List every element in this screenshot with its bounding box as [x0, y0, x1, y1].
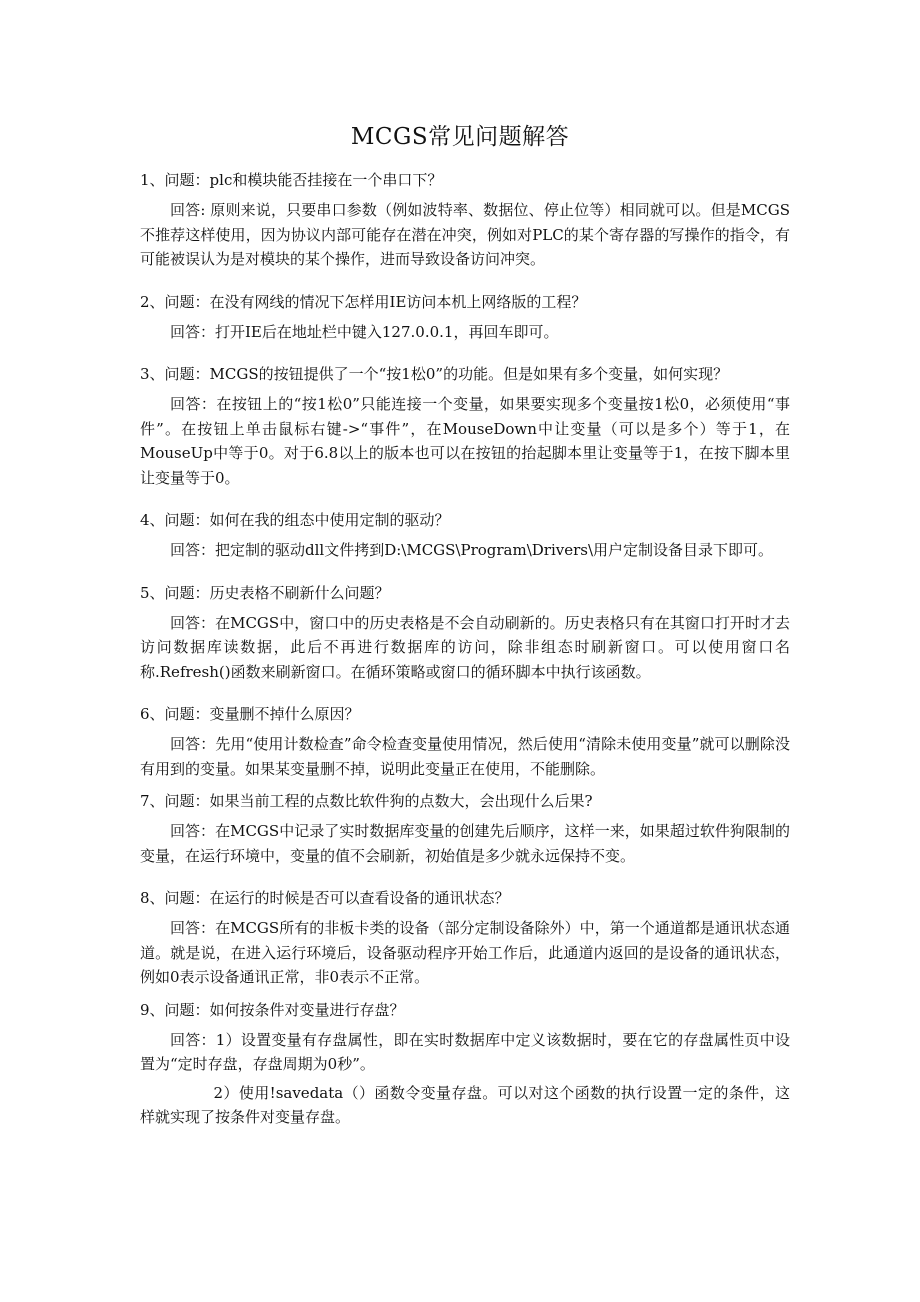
faq-item-2	[140, 290, 790, 345]
faq-answer-6: 回答：先用“使用计数检查”命令检查变量使用情况，然后使用“清除未使用变量”就可以删除没有用到的变量。如果某变量删不掉，说明此变量正在使用，不能删除。	[140, 735, 790, 778]
faq-answer-3: 回答：在按钮上的“按1松0”只能连接一个变量，如果要实现多个变量按1松0，必须使用“事件”。在按钮上单击鼠标右键->“事件”，在MouseDown中让变量（可以是多个）等于1，在MouseUp中等于0。对于6.8以上的版本也可以在按钮的抬起脚本里让变量等于1，在按下脚本里让变量等于0。	[140, 395, 790, 487]
faq-question-2: 2、问题：在没有网线的情况下怎样用IE访问本机上网络版的工程？	[140, 292, 587, 311]
faq-question-3: 3、问题：MCGS的按钮提供了一个“按1松0”的功能。但是如果有多个变量，如何实现？	[140, 365, 729, 383]
faq-question-1: 1、问题：plc和模块能否挂接在一个串口下？	[140, 171, 443, 189]
faq-item-3	[140, 362, 790, 490]
faq-question-6: 6、问题：变量删不掉什么原因？	[140, 705, 360, 723]
faq-answer-7: 回答：在MCGS中记录了实时数据库变量的创建先后顺序，这样一来，如果超过软件狗限制的变量，在运行环境中，变量的值不会刷新，初始值是多少就永远保持不变。	[140, 822, 790, 865]
faq-question-8: 8、问题：在运行的时候是否可以查看设备的通讯状态？	[140, 889, 510, 907]
faq-answer-9-step-2: 2）使用!savedata（）函数令变量存盘。可以对这个函数的执行设置一定的条件，这样就实现了按条件对变量存盘。	[140, 1083, 790, 1126]
faq-item-5	[140, 581, 790, 685]
faq-answer-5: 回答：在MCGS中，窗口中的历史表格是不会自动刷新的。历史表格只有在其窗口打开时才去访问数据库读数据，此后不再进行数据库的访问，除非组态时刷新窗口。可以使用窗口名称.Refresh()函数来刷新窗口。在循环策略或窗口的循环脚本中执行该函数。	[140, 613, 790, 681]
faq-question-9: 9、问题：如何按条件对变量进行存盘？	[140, 1000, 405, 1019]
faq-item-1	[140, 168, 790, 272]
faq-item-7	[140, 789, 790, 868]
faq-list	[140, 168, 790, 1130]
faq-question-7: 7、问题：如果当前工程的点数比软件狗的点数大，会出现什么后果?	[140, 792, 593, 810]
faq-item-4	[140, 508, 790, 563]
faq-question-4: 4、问题：如何在我的组态中使用定制的驱动？	[140, 511, 450, 529]
faq-item-6	[140, 702, 790, 781]
page-title: MCGS常见问题解答	[350, 124, 570, 150]
faq-question-5: 5、问题：历史表格不刷新什么问题？	[140, 583, 390, 602]
faq-answer-2: 回答：打开IE后在地址栏中键入127.0.0.1，再回车即可。	[170, 322, 559, 341]
faq-answer-9: 回答：1）设置变量有存盘属性，即在实时数据库中定义该数据时，要在它的存盘属性页中设置为“定时存盘，存盘周期为0秒”。	[140, 1030, 790, 1073]
faq-item-9	[140, 998, 790, 1130]
faq-answer-4: 回答：把定制的驱动dll文件拷到D:\MCGS\Program\Drivers\用户定制设备目录下即可。	[170, 541, 774, 559]
faq-answer-8: 回答：在MCGS所有的非板卡类的设备（部分定制设备除外）中，第一个通道都是通讯状态通道。就是说，在进入运行环境后，设备驱动程序开始工作后，此通道内返回的是设备的通讯状态，例如0表示设备通讯正常，非0表示不正常。	[140, 919, 790, 986]
faq-item-8	[140, 886, 790, 990]
faq-answer-1: 回答: 原则来说，只要串口参数（例如波特率、数据位、停止位等）相同就可以。但是MCGS不推荐这样使用，因为协议内部可能存在潜在冲突，例如对PLC的某个寄存器的写操作的指令，有可能被误认为是对模块的某个操作，进而导致设备访问冲突。	[140, 201, 790, 268]
